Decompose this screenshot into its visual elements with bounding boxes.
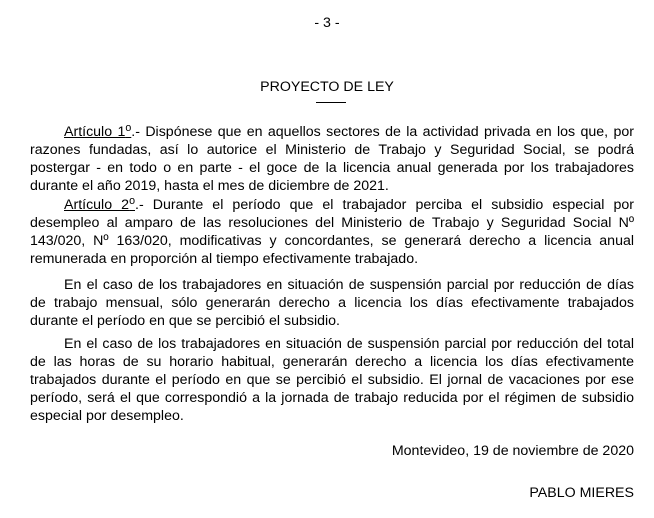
article-1-label-suffix: .- [131, 124, 140, 140]
place-and-date: Montevideo, 19 de noviembre de 2020 [391, 443, 634, 459]
article-1-label-prefix: Artículo 1 [64, 124, 126, 140]
article-1-paragraph [30, 123, 634, 195]
document-title: PROYECTO DE LEY [260, 79, 394, 95]
article-2-label [64, 197, 135, 213]
body-paragraph: En el caso de los trabajadores en situación de suspensión parcial por reducción de días de trabajo mensual, sólo generarán derecho a licencia los días efectivamente trabajados durante el período en que se percibió el subsidio. [30, 277, 634, 329]
article-1-label-ordinal: o [125, 122, 132, 135]
signatory-name: PABLO MIERES [529, 485, 634, 501]
body-paragraph: En el caso de los trabajadores en situación de suspensión parcial por reducción del total de las horas de su horario habitual, generarán derecho a licencia los días efectivamente trabajados durante el período en que se percibió el subsidio. El jornal de vacaciones por ese período, será el que correspondió a la jornada de trabajo reducida por el régimen de subsidio especial por desempleo. [30, 336, 634, 424]
article-2-label-prefix: Artículo 2 [64, 197, 130, 213]
article-2-text: Durante el período que el trabajador perciba el subsidio especial por desempleo al amparo de las resoluciones del Ministerio de Trabajo y Seguridad Social Nº 143/020, Nº 163/020, modificativas y concordantes, se generará derecho a licencia anual remunerada en proporción al tiempo efectivamente trabajado. [30, 197, 634, 267]
title-underline-rule [316, 102, 346, 103]
article-2-label-ordinal: o [129, 195, 135, 208]
article-1-text: Dispónese que en aquellos sectores de la actividad privada en los que, por razones fundadas, así lo autorice el Ministerio de Trabajo y Seguridad Social, se podrá postergar - en todo o en parte - el goce de la licencia anual generada por los trabajadores durante el año 2019, hasta el mes de diciembre de 2021. [30, 124, 634, 194]
article-2-label-suffix: .- [135, 197, 144, 213]
article-2-paragraph [30, 196, 634, 268]
article-1-label [64, 124, 131, 140]
page-number: - 3 - [314, 15, 340, 31]
